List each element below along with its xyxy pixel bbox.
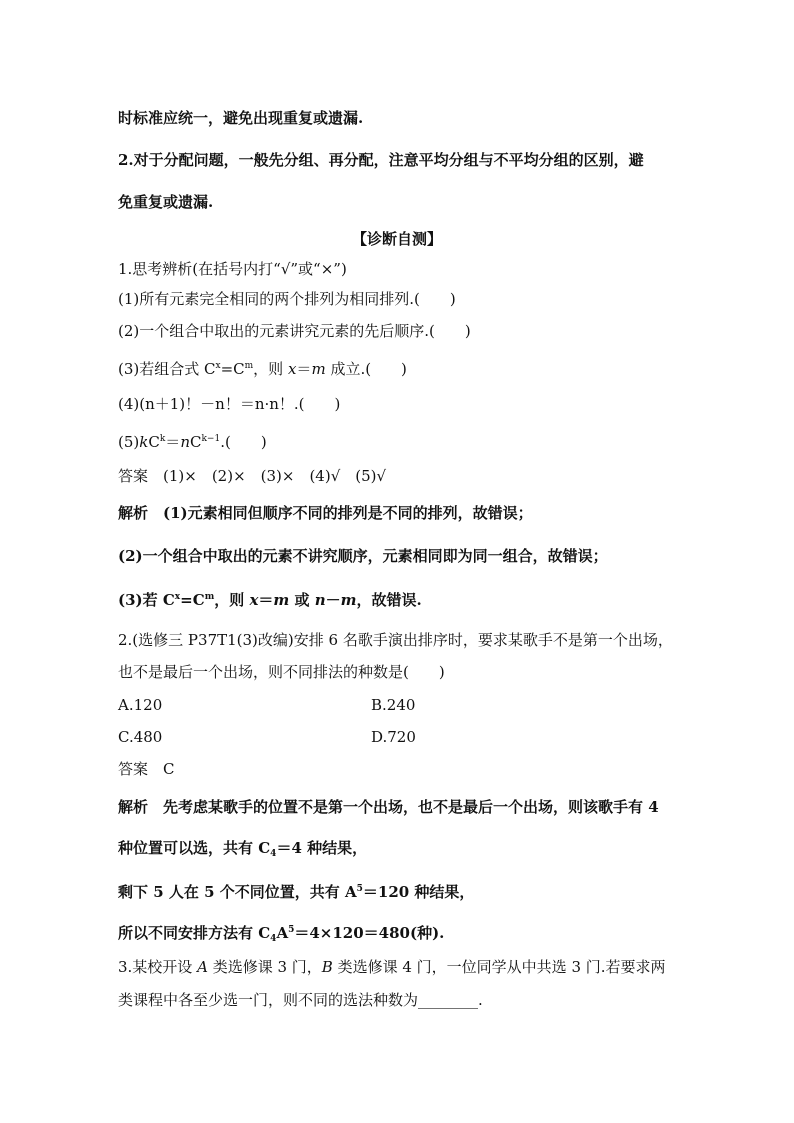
text-line: 2.对于分配问题，一般先分组、再分配，注意平均分组与不平均分组的区别，避	[118, 151, 644, 169]
explanation-2: 所以不同安排方法有 $C_4A^5=4\times 120=480$(种).	[118, 924, 445, 944]
question-3: 3.某校开设 A 类选修课 3 门，B 类选修课 4 门，一位同学从中共选 3 门.若要求两	[118, 958, 666, 976]
explanation-1: (2)一个组合中取出的元素不讲究顺序，元素相同即为同一组合，故错误；	[118, 547, 608, 565]
explanation-2: 种位置可以选，共有 $C_4=4$ 种结果，	[118, 839, 368, 859]
text-line: 免重复或遗漏.	[118, 193, 214, 211]
option-b: B.240	[371, 696, 416, 714]
question-1-item-1: (1)所有元素完全相同的两个排列为相同排列.( )	[118, 290, 456, 308]
question-1: 1.思考辨析(在括号内打“√”或“×”)	[118, 260, 347, 278]
option-d: D.720	[371, 728, 416, 746]
section-heading: 【诊断自测】	[351, 230, 442, 248]
question-2: 也不是最后一个出场，则不同排法的种数是( )	[118, 663, 445, 681]
question-1-item-4: (4)(n＋1)！－n！＝n·n！.( )	[118, 395, 341, 413]
answer-1: 答案 (1)× (2)× (3)× (4)√ (5)√	[118, 467, 387, 485]
question-2: 2.(选修三 P37T1(3)改编)安排 6 名歌手演出排序时，要求某歌手不是第一个出场，	[118, 631, 673, 649]
text-line: 时标准应统一，避免出现重复或遗漏.	[118, 109, 364, 127]
option-c: C.480	[118, 728, 163, 746]
question-1-item-2: (2)一个组合中取出的元素讲究元素的先后顺序.( )	[118, 322, 471, 340]
explanation-1: (3)若 $C^x=C^m$，则 x＝m 或 n－m，故错误.	[118, 591, 422, 609]
option-a: A.120	[118, 696, 163, 714]
question-1-item-3: (3)若组合式 $C^x=C^m$，则 x＝m 成立.( )	[118, 360, 407, 378]
question-1-item-5: $(5)kC^k=nC^{k-1}$.( )	[118, 433, 267, 451]
explanation-1: 解析 (1)元素相同但顺序不同的排列是不同的排列，故错误；	[118, 504, 533, 522]
answer-2: 答案 C	[118, 760, 175, 778]
explanation-2: 剩下 5 人在 5 个不同位置，共有 $A^5=120$ 种结果，	[118, 883, 475, 901]
question-3: 类课程中各至少选一门，则不同的选法种数为________.	[118, 991, 483, 1009]
explanation-2: 解析 先考虑某歌手的位置不是第一个出场，也不是最后一个出场，则该歌手有 4	[118, 798, 659, 816]
